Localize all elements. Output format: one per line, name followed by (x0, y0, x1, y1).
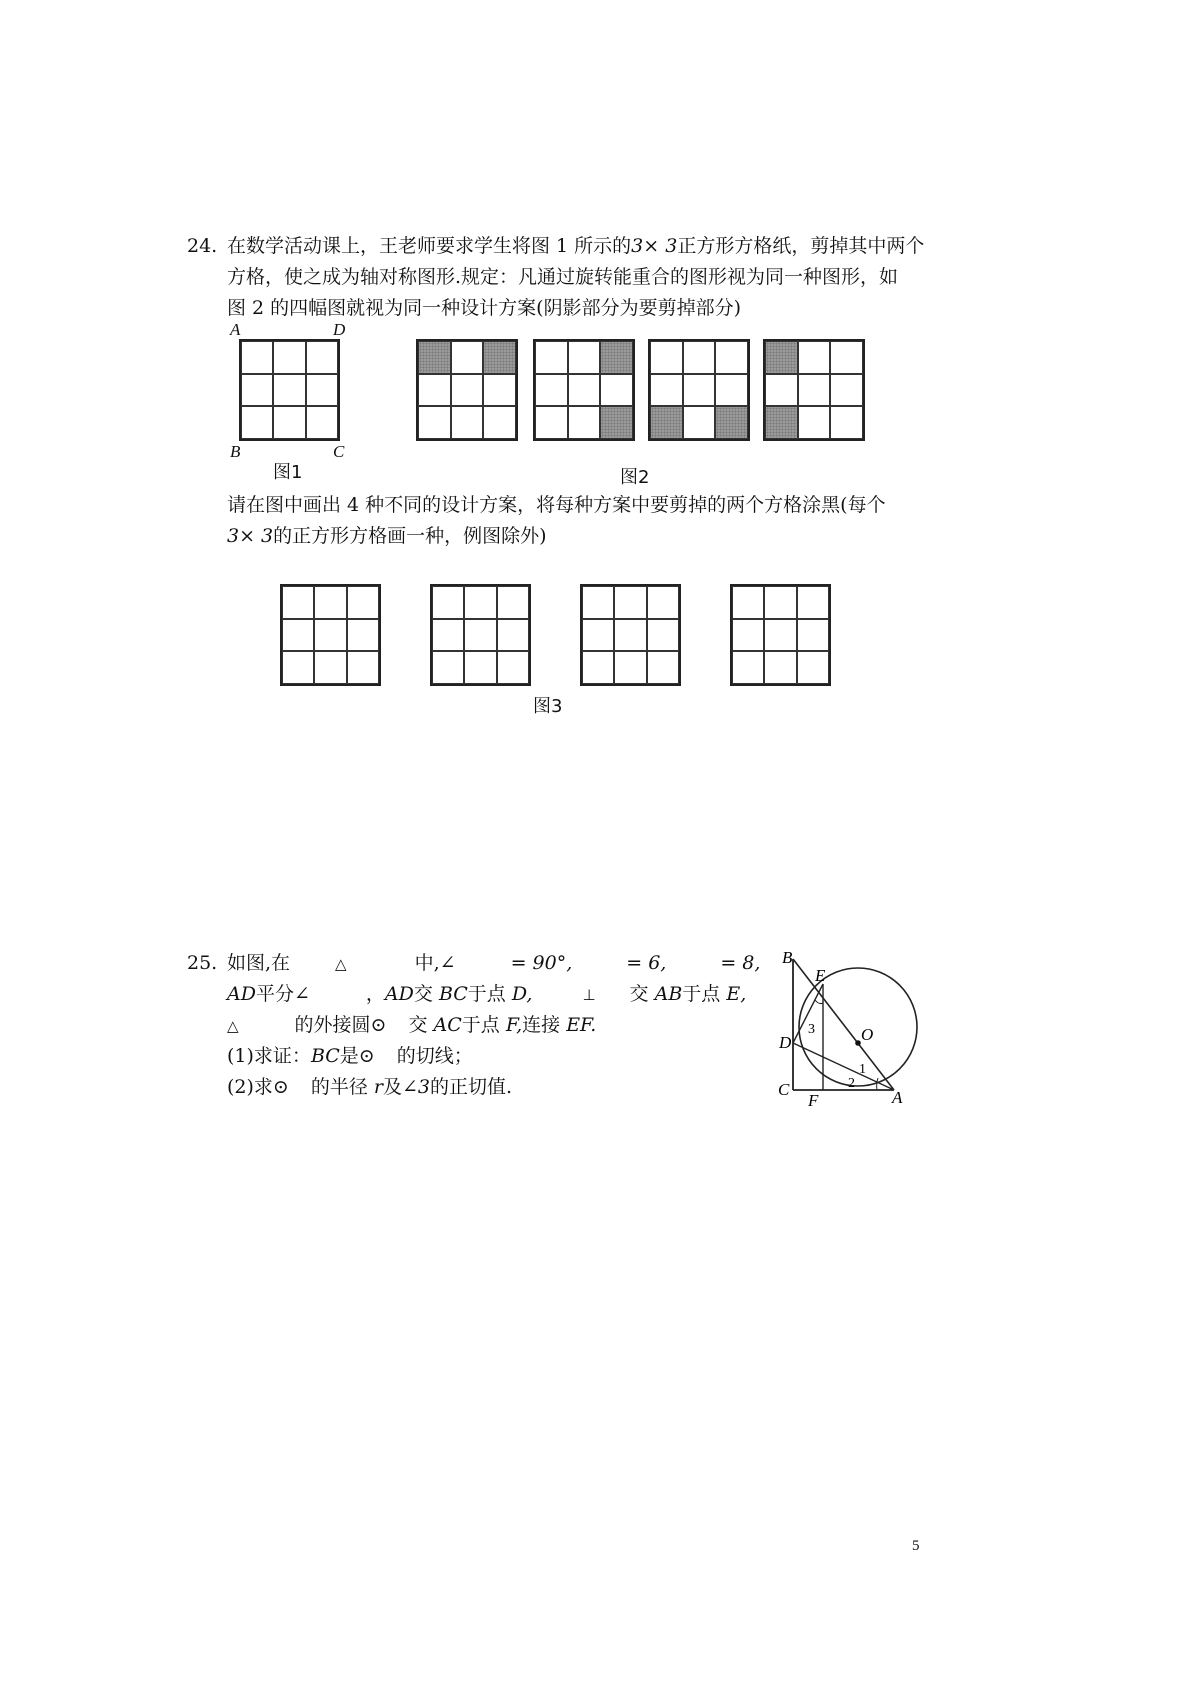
fig3-cell[interactable] (647, 651, 679, 684)
fig1-cell (241, 406, 273, 439)
fig3-grid-4[interactable] (730, 584, 831, 686)
q25-line-3: △ 的外接圆⊙ 交 AC于点 F,连接 EF. (227, 1014, 597, 1036)
fig2-cell (418, 341, 451, 374)
fig3-cell[interactable] (764, 619, 796, 652)
label-angle-2: 2 (848, 1076, 855, 1091)
fig3-cell[interactable] (347, 586, 379, 619)
label-c: C (778, 1080, 790, 1099)
fig2-cell (451, 341, 484, 374)
fig3-cell[interactable] (314, 586, 346, 619)
center-o-dot (855, 1040, 861, 1046)
fig2-caption: 图2 (620, 467, 650, 488)
fig3-caption: 图3 (533, 696, 563, 717)
fig2-cell (483, 374, 516, 407)
fig3-cell[interactable] (732, 651, 764, 684)
angle-1-2-arc (877, 1078, 878, 1090)
fig3-cell[interactable] (614, 651, 646, 684)
q25-line-4: (1)求证：BC是⊙ 的切线； (227, 1045, 473, 1067)
fig2-cell (451, 374, 484, 407)
fig3-cell[interactable] (464, 651, 496, 684)
fig2-cell (650, 374, 683, 407)
fig1-label-b: B (230, 442, 241, 461)
q24-number: 24. (187, 235, 218, 257)
fig1-grid (239, 339, 340, 441)
fig3-cell[interactable] (582, 619, 614, 652)
q24-line-1: 在数学活动课上，王老师要求学生将图 1 所示的3× 3正方形方格纸，剪掉其中两个 (227, 235, 925, 257)
fig2-cell (683, 341, 716, 374)
fig3-cell[interactable] (797, 619, 829, 652)
fig1-cell (273, 374, 305, 407)
label-angle-3: 3 (808, 1022, 815, 1037)
fig3-cell[interactable] (764, 586, 796, 619)
fig2-cell (650, 341, 683, 374)
q25-line-5: (2)求⊙ 的半径 r及∠3的正切值. (227, 1076, 513, 1098)
page-number: 5 (912, 1538, 920, 1554)
label-angle-1: 1 (859, 1062, 866, 1077)
fig3-cell[interactable] (797, 651, 829, 684)
fig2-cell (535, 341, 568, 374)
fig2-cell (798, 341, 831, 374)
q25-line-1: 如图,在 △ 中,∠ = 90°, = 6, = 8, (227, 952, 761, 974)
fig3-cell[interactable] (282, 651, 314, 684)
fig3-cell[interactable] (464, 586, 496, 619)
fig3-cell[interactable] (464, 619, 496, 652)
fig3-cell[interactable] (497, 651, 529, 684)
fig3-cell[interactable] (497, 619, 529, 652)
fig2-cell (650, 406, 683, 439)
fig2-cell (765, 406, 798, 439)
fig3-cell[interactable] (347, 651, 379, 684)
label-e: E (815, 966, 826, 985)
fig2-cell (683, 406, 716, 439)
label-b: B (782, 948, 793, 967)
fig1-label-a: A (230, 320, 241, 339)
fig3-cell[interactable] (647, 586, 679, 619)
fig1-cell (306, 341, 338, 374)
fig3-cell[interactable] (764, 651, 796, 684)
fig2-cell (451, 406, 484, 439)
fig3-cell[interactable] (797, 586, 829, 619)
fig3-cell[interactable] (282, 619, 314, 652)
fig3-cell[interactable] (614, 619, 646, 652)
label-f: F (808, 1091, 819, 1110)
fig2-cell (600, 406, 633, 439)
fig1-label-d: D (333, 320, 346, 339)
fig1-cell (241, 341, 273, 374)
q25-geometry-figure (770, 945, 930, 1110)
q24-line-4: 请在图中画出 4 种不同的设计方案，将每种方案中要剪掉的两个方格涂黑(每个 (227, 494, 886, 516)
fig3-cell[interactable] (314, 619, 346, 652)
q25-number: 25. (187, 952, 218, 974)
fig3-cell[interactable] (282, 586, 314, 619)
fig3-cell[interactable] (647, 619, 679, 652)
fig2-cell (600, 374, 633, 407)
fig1-caption: 图1 (273, 462, 303, 483)
fig3-cell[interactable] (432, 619, 464, 652)
fig2-cell (568, 406, 601, 439)
fig3-cell[interactable] (732, 619, 764, 652)
fig2-cell (765, 341, 798, 374)
label-o: O (861, 1025, 874, 1044)
label-a: A (892, 1088, 903, 1107)
fig3-cell[interactable] (732, 586, 764, 619)
fig3-cell[interactable] (582, 586, 614, 619)
fig3-cell[interactable] (614, 586, 646, 619)
fig2-grid-2 (533, 339, 635, 441)
fig1-cell (306, 374, 338, 407)
q25-line-2: AD平分∠ ，AD交 BC于点 D, ⊥ 交 AB于点 E, (227, 983, 747, 1005)
fig3-grid-3[interactable] (580, 584, 681, 686)
fig2-cell (830, 406, 863, 439)
fig2-cell (568, 341, 601, 374)
q24-line-2: 方格，使之成为轴对称图形.规定：凡通过旋转能重合的图形视为同一种图形，如 (227, 266, 899, 288)
fig2-grid-4 (763, 339, 865, 441)
fig2-grid-3 (648, 339, 750, 441)
fig1-cell (306, 406, 338, 439)
fig2-cell (830, 341, 863, 374)
fig2-cell (483, 406, 516, 439)
fig2-cell (483, 341, 516, 374)
q24-line-3: 图 2 的四幅图就视为同一种设计方案(阴影部分为要剪掉部分) (227, 297, 741, 319)
q24-line-5: 3× 3的正方形方格画一种，例图除外) (227, 525, 547, 547)
fig2-grid-1 (416, 339, 518, 441)
fig3-cell[interactable] (347, 619, 379, 652)
fig2-cell (535, 406, 568, 439)
fig2-cell (765, 374, 798, 407)
fig2-cell (535, 374, 568, 407)
fig2-cell (715, 341, 748, 374)
fig3-cell[interactable] (582, 651, 614, 684)
fig3-grid-1[interactable] (280, 584, 381, 686)
fig1-cell (273, 341, 305, 374)
fig2-cell (715, 406, 748, 439)
fig2-cell (715, 374, 748, 407)
fig2-cell (830, 374, 863, 407)
fig1-label-c: C (333, 442, 345, 461)
fig1-cell (241, 374, 273, 407)
circle-o (799, 968, 917, 1086)
fig3-cell[interactable] (314, 651, 346, 684)
fig2-cell (798, 374, 831, 407)
angle-3-arc (815, 1000, 823, 1004)
fig3-grid-2[interactable] (430, 584, 531, 686)
fig2-cell (600, 341, 633, 374)
fig2-cell (798, 406, 831, 439)
fig1-cell (273, 406, 305, 439)
line-ad (793, 1043, 894, 1090)
label-d: D (779, 1033, 792, 1052)
fig2-cell (418, 374, 451, 407)
fig2-cell (683, 374, 716, 407)
fig2-cell (568, 374, 601, 407)
fig2-cell (418, 406, 451, 439)
fig3-cell[interactable] (497, 586, 529, 619)
fig3-cell[interactable] (432, 586, 464, 619)
fig3-cell[interactable] (432, 651, 464, 684)
